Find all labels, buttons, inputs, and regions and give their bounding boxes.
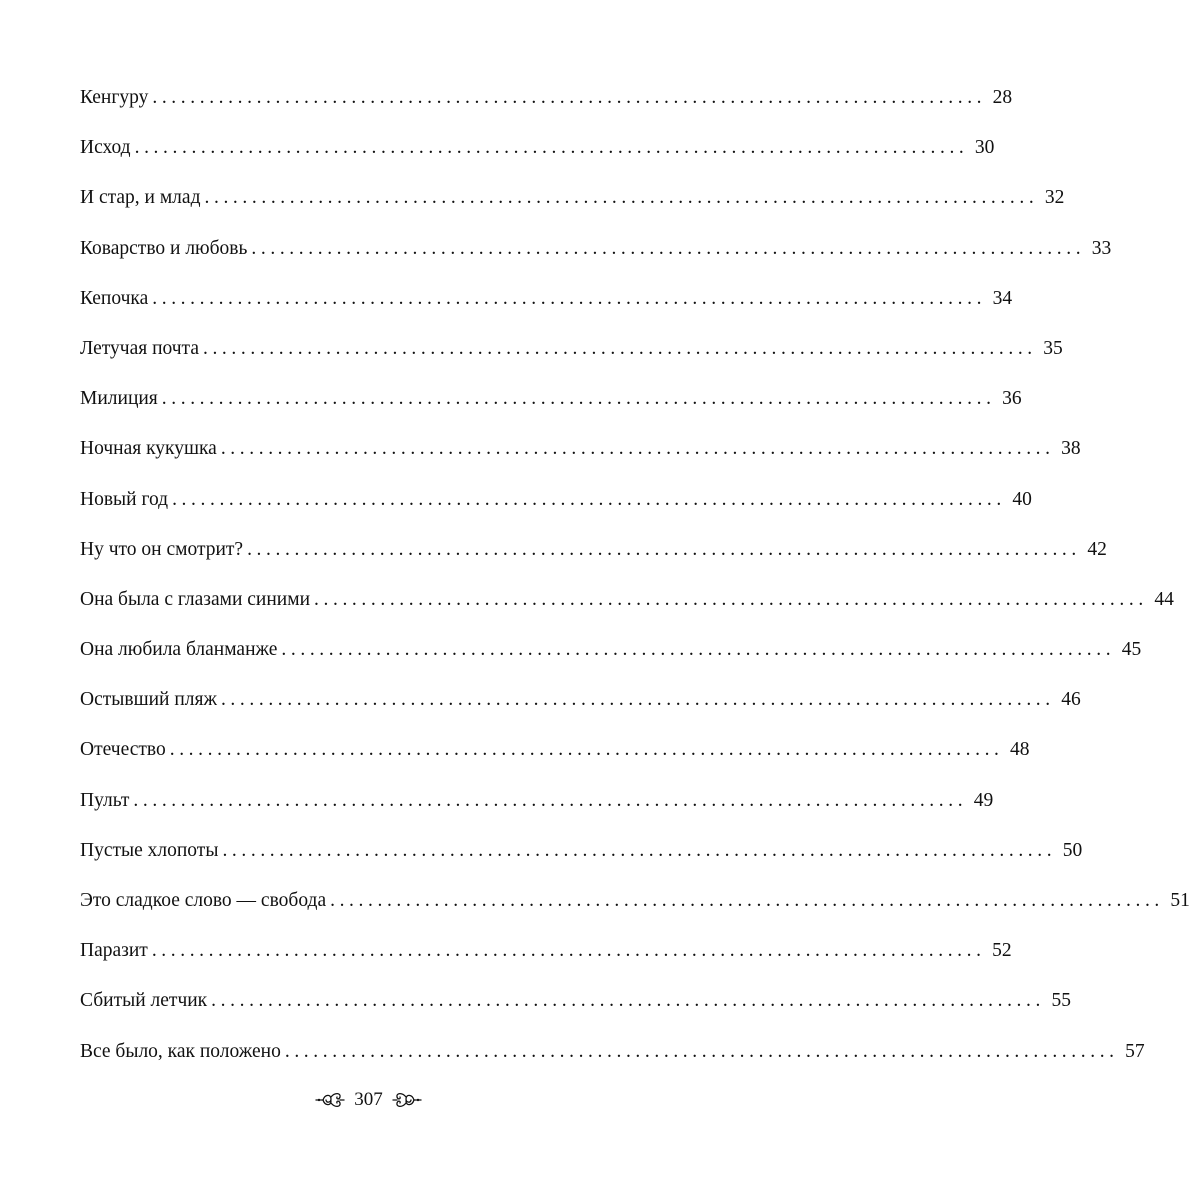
toc-entry-page: 57 [1125, 1040, 1145, 1062]
table-of-contents [80, 84, 1190, 1088]
toc-entry-title: Милиция [80, 388, 158, 410]
toc-entry [80, 787, 994, 837]
toc-entry-page: 33 [1091, 237, 1112, 259]
toc-entry-title: Ночная кукушка [80, 438, 217, 460]
toc-dot-leader: ........................................................................................ [247, 538, 1081, 560]
toc-entry [80, 937, 1012, 987]
toc-entry-title: Исход [80, 137, 131, 159]
toc-entry [80, 586, 1174, 636]
toc-entry-page: 35 [1043, 337, 1063, 359]
toc-entry-page: 48 [1010, 739, 1030, 761]
toc-entry-title: Она была с глазами синими [80, 588, 311, 610]
toc-entry [80, 435, 1081, 485]
toc-entry-page: 50 [1062, 839, 1083, 861]
toc-entry-title: Кепочка [80, 287, 149, 309]
toc-entry-page: 42 [1087, 538, 1107, 560]
toc-entry-title: Сбитый летчик [80, 990, 208, 1012]
toc-entry-title: Ну что он смотрит? [80, 538, 244, 560]
toc-dot-leader: ........................................................................................ [169, 739, 1004, 761]
toc-entry [80, 385, 1022, 435]
toc-entry [80, 536, 1107, 586]
toc-dot-leader: ........................................................................................ [202, 337, 1037, 359]
toc-entry [80, 686, 1081, 736]
toc-entry [80, 636, 1142, 686]
toc-entry [80, 1038, 1145, 1088]
toc-dot-leader: ........................................................................................ [204, 187, 1039, 209]
toc-entry [80, 837, 1083, 887]
toc-entry-title: Она любила бланманже [80, 639, 278, 661]
toc-entry-page: 30 [974, 137, 995, 159]
toc-entry [80, 184, 1065, 234]
right-ornament-icon [391, 1089, 423, 1111]
toc-entry-title: Это сладкое слово — свобода [80, 890, 327, 911]
toc-dot-leader: ........................................................................................ [251, 237, 1086, 259]
toc-entry-page: 44 [1154, 588, 1174, 610]
toc-dot-leader: ........................................................................................ [281, 639, 1116, 661]
toc-entry-title: Отечество [80, 739, 166, 761]
toc-entry [80, 736, 1030, 786]
page-footer [0, 1086, 737, 1114]
toc-entry-title: Кенгуру [80, 87, 149, 108]
toc-entry-title: Пульт [80, 789, 130, 811]
toc-entry-page: 52 [992, 940, 1012, 962]
toc-entry-page: 55 [1051, 990, 1071, 1012]
toc-entry-title: Все было, как положено [80, 1040, 281, 1062]
toc-entry-page: 49 [973, 789, 994, 811]
toc-entry-page: 38 [1061, 438, 1081, 460]
toc-dot-leader: ........................................................................................ [220, 689, 1055, 711]
toc-entry-title: Коварство и любовь [80, 237, 248, 259]
toc-dot-leader: ........................................................................................ [211, 990, 1045, 1012]
page-number: 307 [354, 1089, 383, 1110]
toc-entry-title: Новый год [80, 488, 169, 510]
toc-entry-page: 51 [1170, 890, 1190, 911]
toc-dot-leader: ........................................................................................ [151, 940, 986, 962]
toc-dot-leader: ........................................................................................ [330, 890, 1164, 911]
toc-entry-page: 46 [1061, 689, 1081, 711]
toc-entry-page: 28 [992, 87, 1013, 108]
toc-entry-page: 32 [1044, 187, 1065, 209]
toc-entry [80, 486, 1032, 536]
toc-entry [80, 285, 1013, 335]
toc-dot-leader: ........................................................................................ [152, 287, 987, 309]
toc-entry-title: И стар, и млад [80, 187, 201, 209]
toc-dot-leader: ........................................................................................ [220, 438, 1055, 460]
toc-entry-title: Остывший пляж [80, 689, 217, 711]
toc-entry-page: 34 [992, 287, 1013, 309]
toc-dot-leader: ........................................................................................ [172, 488, 1006, 510]
toc-dot-leader: ........................................................................................ [161, 388, 996, 410]
toc-entry-page: 40 [1012, 488, 1032, 510]
toc-entry [80, 987, 1071, 1037]
toc-entry [80, 84, 1013, 134]
toc-dot-leader: ........................................................................................ [133, 789, 968, 811]
toc-entry-title: Пустые хлопоты [80, 839, 219, 861]
toc-entry-title: Паразит [80, 940, 148, 962]
toc-entry [80, 235, 1112, 285]
toc-dot-leader: ........................................................................................ [284, 1040, 1119, 1062]
left-ornament-icon [314, 1089, 346, 1111]
toc-entry [80, 887, 1190, 937]
toc-dot-leader: ........................................................................................ [134, 137, 969, 159]
toc-entry [80, 335, 1063, 385]
toc-dot-leader: ........................................................................................ [222, 839, 1057, 861]
toc-entry-page: 45 [1121, 639, 1142, 661]
toc-dot-leader: ........................................................................................ [152, 87, 987, 108]
toc-dot-leader: ........................................................................................ [314, 588, 1148, 610]
toc-entry-page: 36 [1002, 388, 1022, 410]
toc-entry [80, 134, 995, 184]
toc-entry-title: Летучая почта [80, 337, 199, 359]
